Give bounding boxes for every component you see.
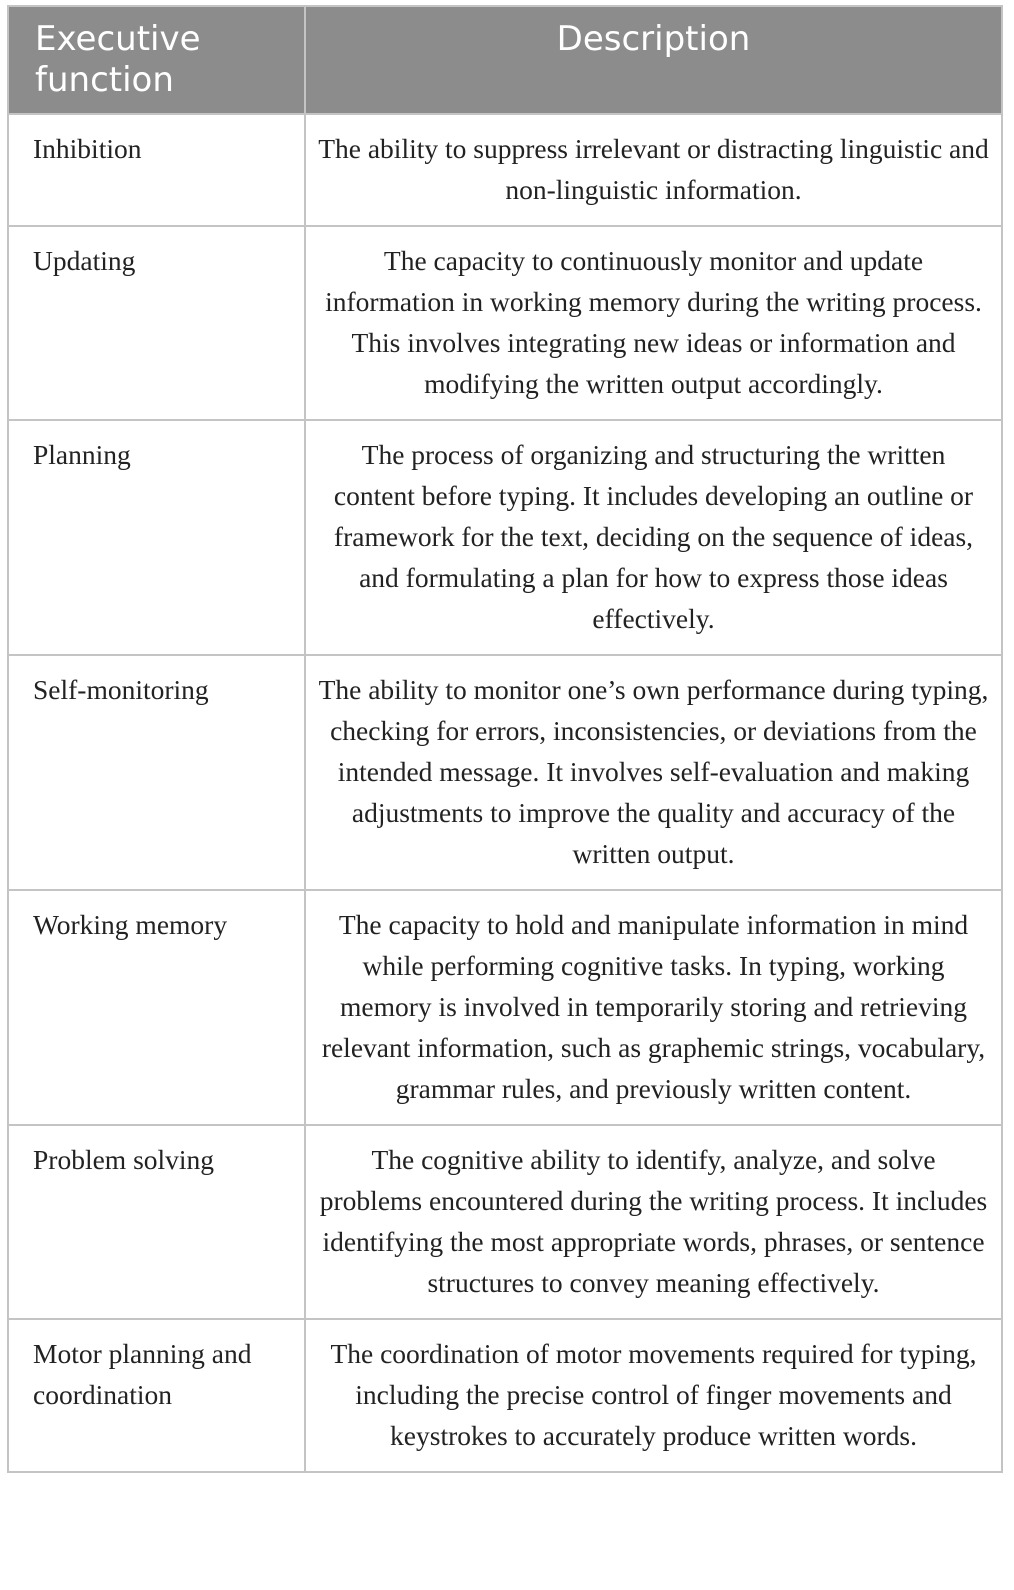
description-cell: The capacity to hold and manipulate information in mind while performing cognitive tasks. In typing, working memory is involved in temporarily storing and retrieving relevant information, such as graphemic strings, vocabulary, grammar rules, and previously written content. <box>305 890 1002 1125</box>
table-row <box>8 655 1002 890</box>
function-cell: Self-monitoring <box>8 655 305 890</box>
table-row <box>8 420 1002 655</box>
description-cell: The ability to suppress irrelevant or distracting linguistic and non-linguistic information. <box>305 114 1002 226</box>
function-cell: Motor planning and coordination <box>8 1319 305 1472</box>
header-row <box>8 6 1002 114</box>
description-cell: The ability to monitor one’s own performance during typing, checking for errors, inconsistencies, or deviations from the intended message. It involves self-evaluation and making adjustments to improve the quality and accuracy of the written output. <box>305 655 1002 890</box>
column-header-description: Description <box>305 6 1002 114</box>
function-cell: Planning <box>8 420 305 655</box>
table-body <box>8 114 1002 1472</box>
column-header-executive-function: Executive function <box>8 6 305 114</box>
table-row <box>8 1125 1002 1319</box>
table-row <box>8 1319 1002 1472</box>
description-cell: The capacity to continuously monitor and update information in working memory during the writing process. This involves integrating new ideas or information and modifying the written output accordingly. <box>305 226 1002 420</box>
description-cell: The cognitive ability to identify, analyze, and solve problems encountered during the writing process. It includes identifying the most appropriate words, phrases, or sentence structures to convey meaning effectively. <box>305 1125 1002 1319</box>
function-cell: Updating <box>8 226 305 420</box>
table-row <box>8 890 1002 1125</box>
function-cell: Inhibition <box>8 114 305 226</box>
function-cell: Working memory <box>8 890 305 1125</box>
table-header <box>8 6 1002 114</box>
table-row <box>8 114 1002 226</box>
function-cell: Problem solving <box>8 1125 305 1319</box>
executive-function-table <box>7 5 1003 1473</box>
description-cell: The process of organizing and structuring the written content before typing. It includes developing an outline or framework for the text, deciding on the sequence of ideas, and formulating a plan for how to express those ideas effectively. <box>305 420 1002 655</box>
description-cell: The coordination of motor movements required for typing, including the precise control of finger movements and keystrokes to accurately produce written words. <box>305 1319 1002 1472</box>
executive-function-table-container <box>7 5 1001 1473</box>
table-row <box>8 226 1002 420</box>
